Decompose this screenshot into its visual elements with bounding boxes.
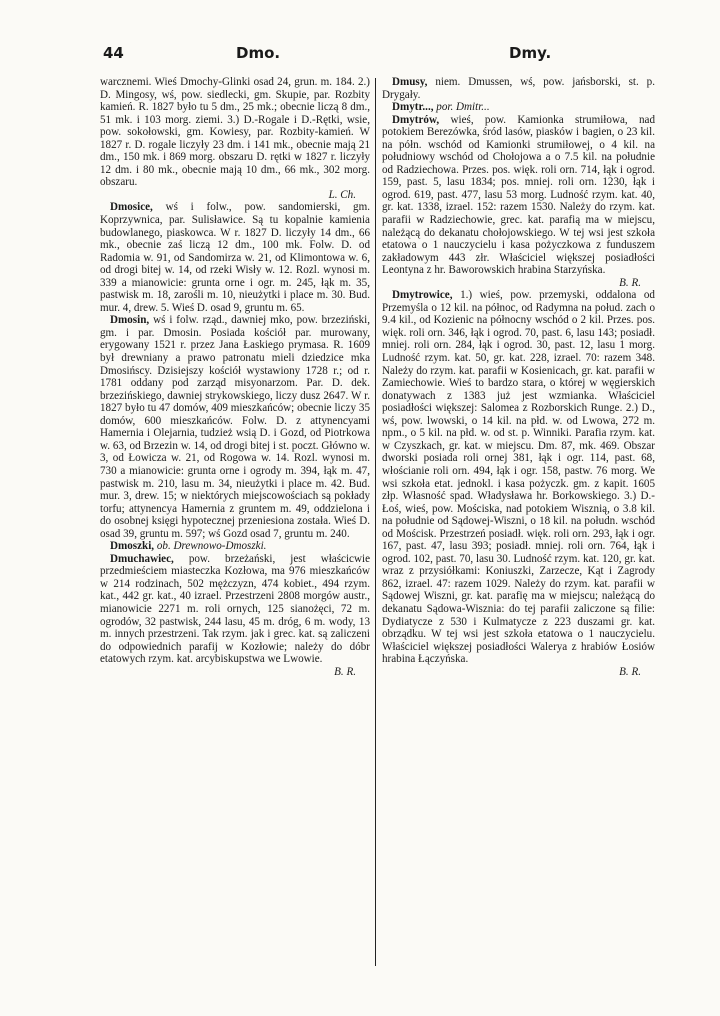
- entry-text: pow. brzeżański, jest właścicwie przedmieściem miasteczka Kozłowa, ma 976 mieszkańców w 214 rodzinach, 502 mężczyzn, 474 kobiet., 494 rzym. kat., 442 gr. kat., 40 izrael. Przestrzeni 2808 morgów austr., mianowicie 2271 m. roli ornych, 125 sianożęci, 72 m. ogrodów, 32 pastwisk, 244 lasu, 45 m. dróg, 6 m. wody, 13 m. innych przestrzeni. Tak rzym. jak i grec. kat. są zaliczeni do odpowiednich parafij w Kozłowie; należy do dóbr etatowych rzym. kat. arcybiskupstwa we Lwowie.: [100, 552, 370, 666]
- entry-headword: Dmytr...,: [392, 101, 434, 114]
- entry-dmytr: [382, 101, 655, 114]
- entry-signature: B. R.: [334, 665, 356, 678]
- entry-text: wś i folw. rząd., dawniej mko, pow. brzeziński, gm. i par. Dmosin. Posiada kościół par. murowany, erygowany 1521 r. przez Jana Łaskiego prymasa. R. 1609 był drewniany a prawo patronatu mieli dziedzice mka Dmosińscy. Dzisiejszy kościół wystawiony 1728 r.; od r. 1781 oddany pod zarząd misyonarzom. Par. D. dek. brzezińskiego, dawniej strykowskiego, liczy dusz 2647. W r. 1827 było tu 47 domów, 409 mieszkańców; obecnie liczy 35 domów, 600 mieszkańców. Folw. D. z attynencyami Hamernia i Olejarnia, tudzież wsią D. i Gozd, od Piotrkowa w. 63, od Brzezin w. 14, od drogi bitej i st. poczt. Główno w. 3, od Łowicza w. 21, od Rogowa w. 14. Rozl. wynosi m. 730 a mianowicie: grunta orne i ogrody m. 394, łąk m. 47, pastwisk m. 210, lasu m. 34, nieużytki i place m. 42. Bud. mur. 3, drew. 15; w niektórych miejscowościach są pokłady torfu; attynencya Hamernia z gruntem m. 49, oddzielona i do osobnej księgi hypotecznej przeniesiona została. Wieś D. osad 39, gruntu m. 597; wś Gozd osad 7, gruntu m. 240.: [100, 314, 371, 540]
- entry-text: 1.) wieś, pow. przemyski, oddalona od Przemyśla o 12 kil. na północ, od Radymna na połud. zach o 9.4 kil., od Kozienic na północny wschód o 2 kil. Przes. pos. więk. roli orn. 346, łąk i ogrod. 70, past. 6, lasu 143; posiadł. mniej. roli orn. 284, łąk i ogrod. 30, past. 12, lasu 1 morg. Ludność rzym. kat. 50, gr. kat. 228, izrael. 70: razem 348. Należy do rzym. kat. parafii w Kosienicach, gr. kat. parafii w Zamiechowie. Wieś to bardzo stara, o której w węgierskich donatywach z 1383 już jest wzmianka. Właściciel posiadłości większej: Salomea z Rozborskich Runge. 2.) D., wś, pow. lwowski, o 14 kil. na płd. w. od Lwowa, 272 m. npm., o 5 kil. na płd. w. od st. p. Winniki. Parafia rzym. kat. w Czyszkach, gr. kat. w miejscu. Dm. 87, mk. 469. Obszar dworski posiada roli ornej 381, łąk i ogr. 114, past. 68, włościanie roli orn. 494, łąk i ogr. 158, pastw. 76 morg. We wsi szkoła etat. jednokl. i kasa pożyczk. gm. z kapit. 1605 złp. Własność spad. Władysława hr. Borkowskiego. 3.) D.-Łoś, wieś, pow. Mościska, nad potokiem Wisznią, o 3.8 kil. na południe od Sądowej-Wiszni, o 18 kil. na połudn. wschód od Mościsk. Przestrzeń posiadł. więk. roli orn. 293, łąk i ogr. 167, past. 47, lasu 393; posiadł. mniej. roli orn. 764, łąk i ogrod. 102, past. 70, lasu 30. Ludność rzym. kat. 120, gr. kat. wraz z przysiółkami: Koniuszki, Zarzecze, Kąt i Zagrody 862, izrael. 47: razem 1029. Należy do rzym. kat. parafii w Sądowej Wiszni, gr. kat. parafię ma w miejscu; należącą do dekanatu Sądowa-Wisznia: do tej parafii zaliczone są filie: Dydiatycze z 530 i Kulmatycze z 223 duszami gr. kat. obrządku. W tej wsi jest szkoła etatowa o 1 nauczycielu. Właściciel większej posiadłości Walerya z hrabiów Łosiów hrabina Łączyńska.: [382, 289, 655, 666]
- entry-headword: Dmosice,: [110, 201, 153, 214]
- entry-dmytrowice: [382, 289, 655, 678]
- running-head-right: Dmy.: [509, 44, 552, 62]
- entry-text: wieś, pow. Kamionka strumiłowa, nad potokiem Berezówka, śród lasów, piasków i bagien, o 23 kil. na półn. wschód od Kamionki strumiłowej, o 4 kil. na południowy wschód od Chołojowa a o 7.5 kil. na południe od Radziechowa. Przes. pos. więk. roli orn. 714, łąk i ogrod. 159, past. 5, lasu 1834; pos. mniej. roli orn. 1230, łąk i ogrod. 619, past. 477, lasu 53 morg. Ludność rzym. kat. 40, gr. kat. 1338, izrael. 152: razem 1530. Należy do rzym. kat. parafii w Radziechowie, grec. kat. parafią ma w miejscu, należącą do dekanatu chołojowskiego. W tej wsi jest szkoła etatowa o 1 nauczycielu i kasa pożyczkowa z funduszem zakładowym 443 złr. Właściciel większej posiadłości Leontyna z hr. Baworowskich hrabina Starzyńska.: [382, 113, 656, 277]
- entry-dmoszki: [100, 540, 370, 553]
- entry-headword: Dmytrów,: [392, 113, 440, 126]
- entry-dmuchawiec: [100, 553, 370, 678]
- entry-text: niem. Dmussen, wś, pow. jańsborski, st. p. Drygały.: [382, 76, 655, 101]
- entry-text: wś i folw., pow. sandomierski, gm. Koprzywnica, par. Sulisławice. Są tu kopalnie kamienia budowlanego, piaskowca. W r. 1827 D. liczyły 14 dm., 66 mk., obecnie zaś liczą 12 dm., 100 mk. Folw. D. od Radomia w. 91, od Sandomirza w. 21, od Klimontowa w. 6, od drogi bitej w. 14, od rzeki Wisły w. 12. Rozl. wynosi m. 339 a mianowicie: grunta orne i ogr. m. 245, łąk m. 35, pastwisk m. 18, zarośli m. 10, nieużytki i place m. 30. Bud. mur. 4, drew. 5. Wieś D. osad 9, gruntu m. 65.: [100, 201, 370, 314]
- entry-dmosice: [100, 201, 370, 314]
- left-column: [100, 76, 370, 678]
- right-column: [382, 76, 655, 678]
- entry-headword: Dmoszki,: [110, 540, 155, 553]
- entry-headword: Dmusy,: [392, 76, 428, 88]
- entry-dmochy-continued: [100, 76, 370, 201]
- column-divider: [375, 78, 376, 966]
- entry-text: por. Dmitr...: [436, 101, 490, 114]
- page-number: 44: [103, 44, 124, 62]
- entry-headword: Dmytrowice,: [392, 289, 453, 302]
- entry-signature: B. R.: [619, 276, 641, 289]
- entry-dmosin: [100, 314, 370, 540]
- entry-text: warcznemi. Wieś Dmochy-Glinki osad 24, grun. m. 184. 2.) D. Mingosy, wś, pow. siedlecki, gm. Skupie, par. Rozbity kamień. R. 1827 było tu 5 dm., 25 mk.; obecnie liczą 8 dm., 51 mk. i 103 morg. ziemi. 3.) D.-Rogale i D.-Rętki, wsie, pow. sokołowski, gm. Kowiesy, par. Rozbity-kamień. W 1827 r. D. rogale liczyły 23 dm. i 141 mk., obecnie mają 21 dm., 150 mk. i 869 morg. obszaru D. rętki w 1827 r. liczyły 12 dm. i 80 mk., obecnie mają 10 dm., 66 mk., 302 morg. obszaru.: [100, 76, 370, 189]
- running-head-left: Dmo.: [236, 44, 281, 62]
- entry-dmytrow: [382, 114, 655, 290]
- entry-dmusy: [382, 76, 655, 101]
- entry-signature: B. R.: [619, 665, 641, 678]
- entry-signature: L. Ch.: [328, 188, 356, 201]
- entry-headword: Dmosin,: [110, 314, 150, 327]
- entry-headword: Dmuchawiec,: [110, 552, 174, 565]
- entry-text: ob. Drewnowo-Dmoszki.: [156, 540, 267, 553]
